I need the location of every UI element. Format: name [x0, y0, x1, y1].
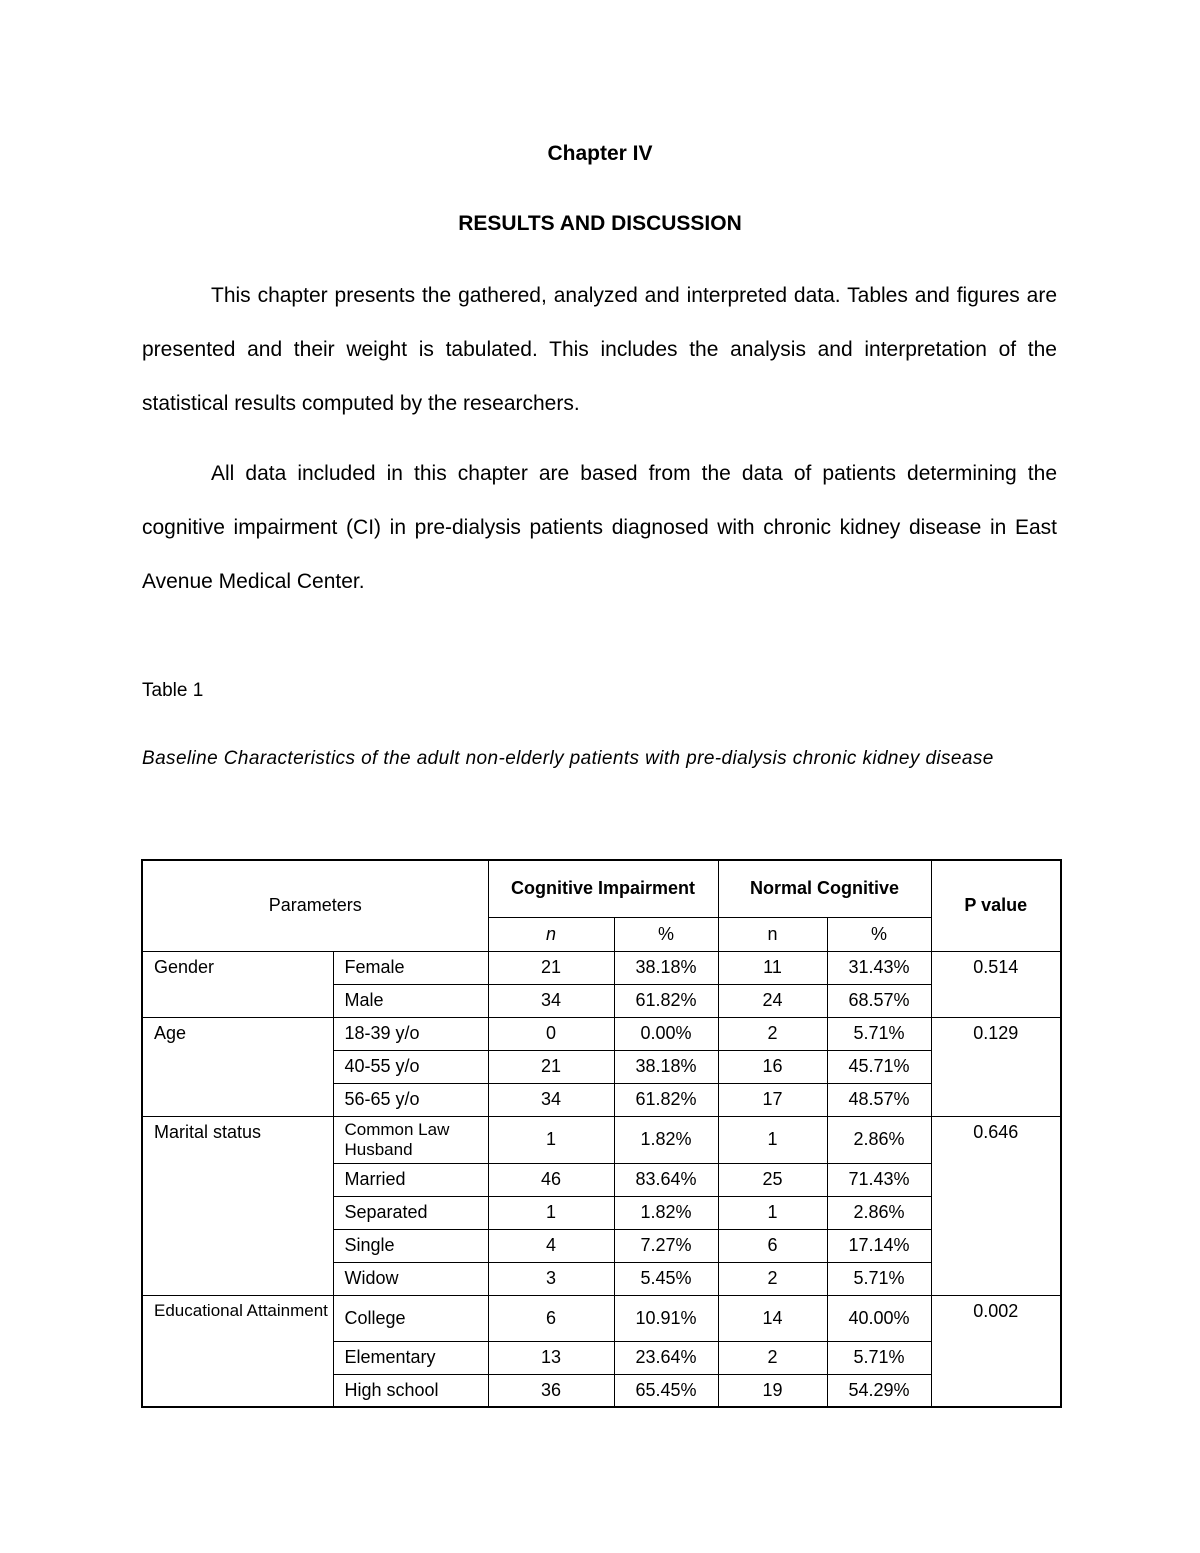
ci-n-cell: 21 [488, 1050, 614, 1083]
row-label: Elementary [333, 1341, 488, 1374]
nc-pct-cell: 17.14% [827, 1229, 931, 1262]
nc-n-cell: 2 [718, 1262, 827, 1295]
table-row [142, 1017, 1061, 1050]
ci-n-cell: 6 [488, 1295, 614, 1341]
nc-pct-cell: 45.71% [827, 1050, 931, 1083]
ci-pct-cell: 23.64% [614, 1341, 718, 1374]
row-label: 18-39 y/o [333, 1017, 488, 1050]
nc-pct-cell: 31.43% [827, 951, 931, 984]
table-row [142, 951, 1061, 984]
table-caption: Baseline Characteristics of the adult non-elderly patients with pre-dialysis chronic kidney disease [142, 748, 994, 769]
p-value-cell: 0.129 [931, 1017, 1061, 1116]
data-source-paragraph: All data included in this chapter are based from the data of patients determining the cognitive impairment (CI) in pre-dialysis patients diagnosed with chronic kidney disease in East Avenue Medical Center. [142, 462, 1057, 593]
row-label: High school [333, 1374, 488, 1407]
header-p-value: P value [931, 860, 1061, 951]
ci-n-cell: 0 [488, 1017, 614, 1050]
header-ci-n: n [488, 917, 614, 951]
ci-n-cell: 46 [488, 1163, 614, 1196]
ci-pct-cell: 5.45% [614, 1262, 718, 1295]
ci-pct-cell: 83.64% [614, 1163, 718, 1196]
header-parameters: Parameters [142, 860, 488, 951]
table-label: Table 1 [142, 680, 204, 701]
row-label: Separated [333, 1196, 488, 1229]
nc-n-cell: 1 [718, 1116, 827, 1163]
nc-n-cell: 19 [718, 1374, 827, 1407]
ci-n-cell: 36 [488, 1374, 614, 1407]
nc-n-cell: 11 [718, 951, 827, 984]
nc-pct-cell: 54.29% [827, 1374, 931, 1407]
nc-n-cell: 1 [718, 1196, 827, 1229]
row-label: 40-55 y/o [333, 1050, 488, 1083]
nc-pct-cell: 48.57% [827, 1083, 931, 1116]
p-value-cell: 0.514 [931, 951, 1061, 1017]
nc-n-cell: 2 [718, 1341, 827, 1374]
p-value-cell: 0.646 [931, 1116, 1061, 1295]
ci-pct-cell: 1.82% [614, 1116, 718, 1163]
nc-pct-cell: 2.86% [827, 1196, 931, 1229]
header-nc-n: n [718, 917, 827, 951]
baseline-characteristics-table [141, 859, 1062, 1408]
group-label: Age [142, 1017, 333, 1116]
row-label: Widow [333, 1262, 488, 1295]
ci-n-cell: 34 [488, 1083, 614, 1116]
ci-n-cell: 34 [488, 984, 614, 1017]
ci-pct-cell: 38.18% [614, 951, 718, 984]
table-row [142, 1295, 1061, 1341]
ci-pct-cell: 0.00% [614, 1017, 718, 1050]
row-label: Male [333, 984, 488, 1017]
ci-pct-cell: 38.18% [614, 1050, 718, 1083]
ci-pct-cell: 10.91% [614, 1295, 718, 1341]
row-label: Female [333, 951, 488, 984]
ci-n-cell: 3 [488, 1262, 614, 1295]
ci-n-cell: 4 [488, 1229, 614, 1262]
ci-n-cell: 21 [488, 951, 614, 984]
row-label: Married [333, 1163, 488, 1196]
ci-n-cell: 1 [488, 1196, 614, 1229]
chapter-title: Chapter IV [547, 142, 653, 165]
header-normal-cognitive: Normal Cognitive [718, 860, 931, 917]
nc-n-cell: 14 [718, 1295, 827, 1341]
row-label: Single [333, 1229, 488, 1262]
nc-pct-cell: 5.71% [827, 1017, 931, 1050]
nc-n-cell: 24 [718, 984, 827, 1017]
ci-pct-cell: 1.82% [614, 1196, 718, 1229]
nc-pct-cell: 68.57% [827, 984, 931, 1017]
row-label: Common Law Husband [333, 1116, 488, 1163]
nc-pct-cell: 2.86% [827, 1116, 931, 1163]
row-label: 56-65 y/o [333, 1083, 488, 1116]
nc-pct-cell: 5.71% [827, 1341, 931, 1374]
p-value-cell: 0.002 [931, 1295, 1061, 1407]
ci-pct-cell: 61.82% [614, 1083, 718, 1116]
nc-n-cell: 16 [718, 1050, 827, 1083]
group-label: Gender [142, 951, 333, 1017]
group-label: Marital status [142, 1116, 333, 1295]
nc-n-cell: 25 [718, 1163, 827, 1196]
ci-n-cell: 13 [488, 1341, 614, 1374]
nc-pct-cell: 5.71% [827, 1262, 931, 1295]
nc-n-cell: 17 [718, 1083, 827, 1116]
table-row [142, 1116, 1061, 1163]
nc-n-cell: 6 [718, 1229, 827, 1262]
nc-pct-cell: 71.43% [827, 1163, 931, 1196]
section-title: RESULTS AND DISCUSSION [458, 212, 742, 235]
row-label: College [333, 1295, 488, 1341]
intro-paragraph: This chapter presents the gathered, analyzed and interpreted data. Tables and figures are presented and their weight is tabulated. This includes the analysis and interpretation of the statistical results computed by the researchers. [142, 284, 1057, 415]
header-cognitive-impairment: Cognitive Impairment [488, 860, 718, 917]
nc-pct-cell: 40.00% [827, 1295, 931, 1341]
ci-pct-cell: 65.45% [614, 1374, 718, 1407]
ci-pct-cell: 7.27% [614, 1229, 718, 1262]
ci-n-cell: 1 [488, 1116, 614, 1163]
group-label: Educational Attainment [142, 1295, 333, 1407]
ci-pct-cell: 61.82% [614, 984, 718, 1017]
header-ci-pct: % [614, 917, 718, 951]
nc-n-cell: 2 [718, 1017, 827, 1050]
header-nc-pct: % [827, 917, 931, 951]
